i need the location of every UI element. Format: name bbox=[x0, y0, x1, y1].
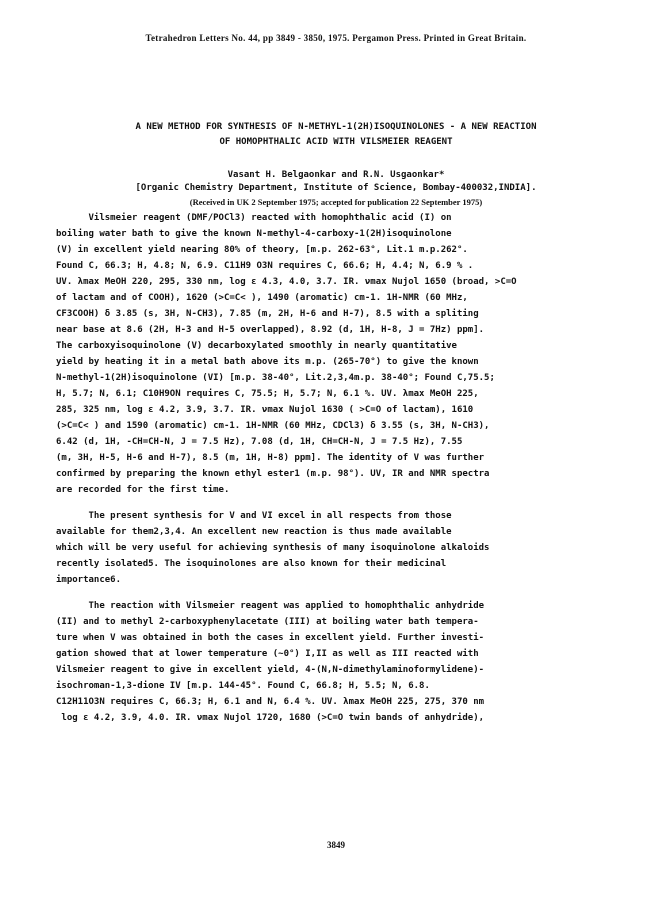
text-line: log ε 4.2, 3.9, 4.0. IR. νmax Nujol 1720, 1680 (>C=O twin bands of anhydride), bbox=[56, 713, 485, 723]
text-line: available for them2,3,4. An excellent new reaction is thus made available bbox=[56, 527, 452, 537]
article-title bbox=[40, 120, 632, 150]
text-line: The carboxyisoquinolone (V) decarboxylated smoothly in nearly quantitative bbox=[56, 341, 457, 351]
text-line: gation showed that at lower temperature (~0°) I,II as well as III reacted with bbox=[56, 649, 479, 659]
text-line: yield by heating it in a metal bath above its m.p. (265-70°) to give the known bbox=[56, 357, 479, 367]
text-line: confirmed by preparing the known ethyl ester1 (m.p. 98°). UV, IR and NMR spectra bbox=[56, 469, 490, 479]
journal-citation-header: Tetrahedron Letters No. 44, pp 3849 - 3850, 1975. Pergamon Press. Printed in Great Britain. bbox=[145, 33, 527, 43]
text-line: which will be very useful for achieving synthesis of many isoquinolone alkaloids bbox=[56, 543, 490, 553]
text-line: (V) in excellent yield nearing 80% of theory, [m.p. 262-63°, Lit.1 m.p.262°. bbox=[56, 245, 468, 255]
text-line: boiling water bath to give the known N-methyl-4-carboxy-1(2H)isoquinolone bbox=[56, 229, 452, 239]
text-line: importance6. bbox=[56, 575, 122, 585]
text-line: near base at 8.6 (2H, H-3 and H-5 overlapped), 8.92 (d, 1H, H-8, J = 7Hz) ppm]. bbox=[56, 325, 485, 335]
paragraph-spacer bbox=[56, 498, 616, 508]
text-line: UV. λmax MeOH 220, 295, 330 nm, log ε 4.3, 4.0, 3.7. IR. νmax Nujol 1650 (broad, >C=O bbox=[56, 277, 517, 287]
paragraph-1 bbox=[56, 210, 616, 498]
text-line: recently isolated5. The isoquinolones are also known for their medicinal bbox=[56, 559, 447, 569]
text-line: of lactam and of COOH), 1620 (>C=C< ), 1490 (aromatic) cm-1. 1H-NMR (60 MHz, bbox=[56, 293, 468, 303]
text-line: H, 5.7; N, 6.1; C10H9ON requires C, 75.5; H, 5.7; N, 6.1 %. UV. λmax MeOH 225, bbox=[56, 389, 479, 399]
page-number: 3849 bbox=[327, 840, 345, 850]
article-title-line: OF HOMOPHTHALIC ACID WITH VILSMEIER REAGENT bbox=[219, 137, 453, 147]
text-line: isochroman-1,3-dione IV [m.p. 144-45°. Found C, 66.8; H, 5.5; N, 6.8. bbox=[56, 681, 430, 691]
text-line: 6.42 (d, 1H, -CH=CH-N, J = 7.5 Hz), 7.08 (d, 1H, CH=CH-N, J = 7.5 Hz), 7.55 bbox=[56, 437, 463, 447]
article-affiliation: [Organic Chemistry Department, Institute of Science, Bombay-400032,INDIA]. bbox=[135, 183, 537, 193]
text-line: ture when V was obtained in both the cases in excellent yield. Further investi- bbox=[56, 633, 485, 643]
text-line: The reaction with Vilsmeier reagent was applied to homophthalic anhydride bbox=[56, 601, 485, 611]
text-line: 285, 325 nm, log ε 4.2, 3.9, 3.7. IR. νmax Nujol 1630 ( >C=O of lactam), 1610 bbox=[56, 405, 474, 415]
paragraph-2 bbox=[56, 508, 616, 588]
article-received-dates: (Received in UK 2 September 1975; accepted for publication 22 September 1975) bbox=[189, 197, 483, 207]
article-authors: Vasant H. Belgaonkar and R.N. Usgaonkar* bbox=[227, 170, 445, 180]
text-line: Vilsmeier reagent to give in excellent yield, 4-(N,N-dimethylaminoformylidene)- bbox=[56, 665, 485, 675]
article-body bbox=[56, 210, 616, 726]
text-line: CF3COOH) δ 3.85 (s, 3H, N-CH3), 7.85 (m, 2H, H-6 and H-7), 8.5 with a spliting bbox=[56, 309, 479, 319]
text-line: N-methyl-1(2H)isoquinolone (VI) [m.p. 38-40°, Lit.2,3,4m.p. 38-40°; Found C,75.5; bbox=[56, 373, 495, 383]
text-line: (m, 3H, H-5, H-6 and H-7), 8.5 (m, 1H, H-8) ppm]. The identity of V was further bbox=[56, 453, 485, 463]
paragraph-spacer bbox=[56, 588, 616, 598]
paragraph-3 bbox=[56, 598, 616, 726]
text-line: Vilsmeier reagent (DMF/POCl3) reacted with homophthalic acid (I) on bbox=[56, 213, 452, 223]
text-line: are recorded for the first time. bbox=[56, 485, 230, 495]
text-line: C12H11O3N requires C, 66.3; H, 6.1 and N, 6.4 %. UV. λmax MeOH 225, 275, 370 nm bbox=[56, 697, 485, 707]
text-line: The present synthesis for V and VI excel in all respects from those bbox=[56, 511, 452, 521]
text-line: Found C, 66.3; H, 4.8; N, 6.9. C11H9 O3N requires C, 66.6; H, 4.4; N, 6.9 % . bbox=[56, 261, 474, 271]
text-line: (II) and to methyl 2-carboxyphenylacetate (III) at boiling water bath tempera- bbox=[56, 617, 479, 627]
text-line: (>C=C< ) and 1590 (aromatic) cm-1. 1H-NMR (60 MHz, CDCl3) δ 3.55 (s, 3H, N-CH3), bbox=[56, 421, 490, 431]
article-title-line: A NEW METHOD FOR SYNTHESIS OF N-METHYL-1(2H)ISOQUINOLONES - A NEW REACTION bbox=[135, 122, 537, 132]
